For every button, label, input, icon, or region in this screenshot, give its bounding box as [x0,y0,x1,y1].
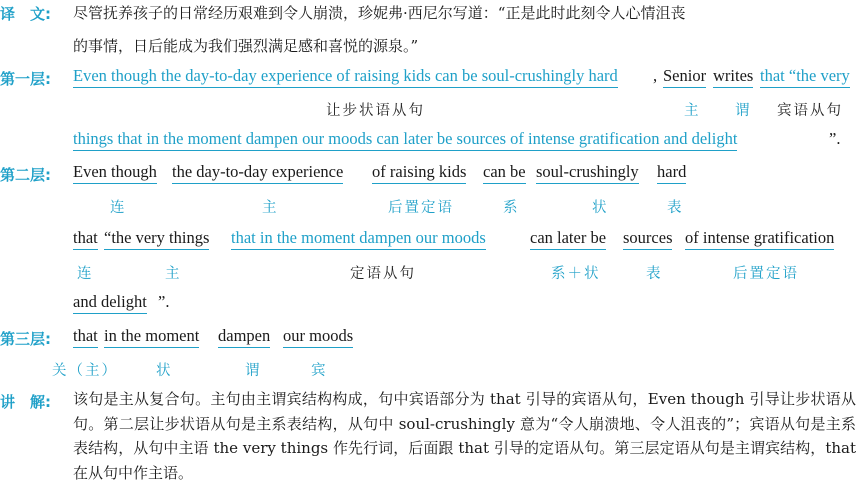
layer1-concessive-clause: Even though the day-to-day experience of raising kids can be soul-crushingly hard [73,66,618,88]
layer1-ann-verb: 谓 [735,103,752,119]
layer2-row1-ann: 连 [110,200,127,216]
layer3-item: that [73,326,98,348]
explanation-label: 讲 解: [0,393,51,411]
layer3-ann: 状 [156,363,173,379]
layer1-subject: Senior [663,66,706,88]
layer2-row2-item: “the very things [104,228,209,250]
layer2-row1-item: can be [483,162,526,184]
layer1-label: 第一层: [0,70,51,88]
layer1-verb: writes [713,66,753,88]
layer2-row1-ann: 系 [503,200,520,216]
layer2-row1-item: Even though [73,162,157,184]
layer3-ann: 宾 [311,363,328,379]
translation-line-1: 尽管抚养孩子的日常经历艰难到令人崩溃，珍妮弗·西尼尔写道：“正是此时此刻令人心情沮丧 [73,4,686,22]
layer2-row2-item: can later be [530,228,606,250]
layer1-ann-subject: 主 [684,103,701,119]
layer1-ann-object: 宾语从句 [777,103,843,119]
layer2-row1-ann: 表 [667,200,684,216]
translation-label: 译 文: [0,5,51,23]
layer3-item: our moods [283,326,353,348]
layer2-row2-ann: 表 [646,266,663,282]
layer1-ann-clause: 让步状语从句 [326,103,425,119]
layer3-item: in the moment [104,326,199,348]
layer3-item: dampen [218,326,270,348]
layer3-ann: 谓 [245,363,262,379]
layer3-ann: 关（主） [52,363,118,379]
layer2-row1-item: hard [657,162,686,184]
layer2-row2-ann: 定语从句 [350,266,416,282]
layer2-row3-end: ”. [158,292,170,311]
layer2-row2-ann: 系＋状 [551,266,601,282]
explanation-text: 该句是主从复合句。主句由主谓宾结构构成，句中宾语部分为 that 引导的宾语从句，Even though 引导让步状语从句。第二层让步状语从句是主系表结构，从句中 soul-crushingly 意为“令人崩溃地、令人沮丧的”；宾语从句是主系表结构，从句中主语 the very things 作先行词，后面跟 that 引导的定语从句。第三层定语从句是主谓宾结构，that 在从句中作主语。 [73,390,856,482]
layer2-row3-item: and delight [73,292,147,314]
layer2-label: 第二层: [0,166,51,184]
layer1-object-start: that “the very [760,66,850,88]
layer1-end: ”. [829,129,841,148]
layer2-row1-ann: 主 [262,200,279,216]
layer2-row1-item: the day-to-day experience [172,162,343,184]
layer2-row2-item: sources [623,228,672,250]
layer2-row1-ann: 状 [592,200,609,216]
layer2-row1-ann: 后置定语 [388,200,454,216]
layer1-comma: , [653,66,658,85]
layer2-row1-item: soul-crushingly [536,162,639,184]
layer2-row2-item: of intense gratification [685,228,834,250]
layer2-row2-item: that [73,228,98,250]
layer2-row2-ann: 后置定语 [733,266,799,282]
layer3-label: 第三层: [0,330,51,348]
layer2-row2-ann: 主 [165,266,182,282]
layer2-row1-item: of raising kids [372,162,466,184]
layer2-row2-ann: 连 [77,266,94,282]
layer2-row2-item: that in the moment dampen our moods [231,228,486,250]
translation-line-2: 的事情，日后能成为我们强烈满足感和喜悦的源泉。” [73,37,419,55]
layer1-object-line2: things that in the moment dampen our moods can later be sources of intense gratification and delight [73,129,737,151]
